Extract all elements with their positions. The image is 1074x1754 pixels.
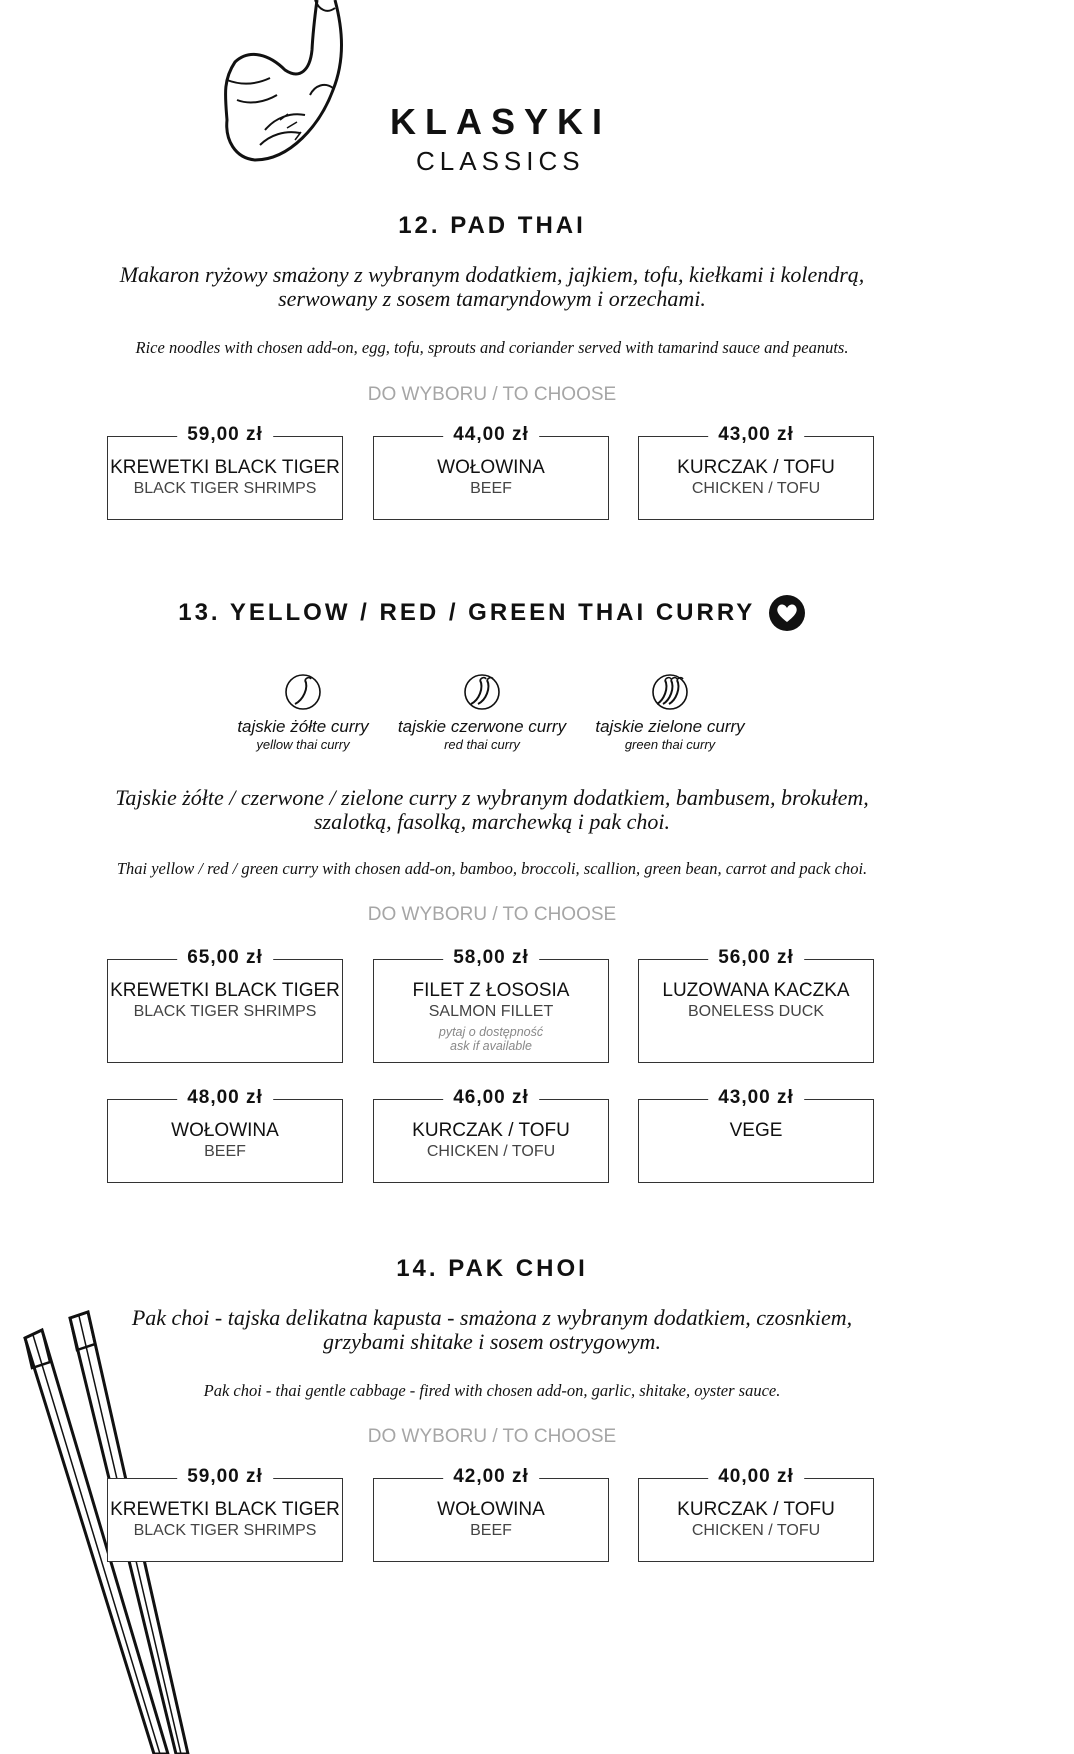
dish-description-pl-line2: grzybami shitake i sosem ostrygowym. xyxy=(323,1329,661,1354)
spice-label-en: red thai curry xyxy=(444,737,520,752)
choose-label: DO WYBORU / TO CHOOSE xyxy=(367,384,617,405)
option-name-pl: WOŁOWINA xyxy=(437,457,545,478)
option-card xyxy=(373,1466,609,1562)
shrimp-illustration xyxy=(215,0,375,170)
availability-note-en: ask if available xyxy=(450,1039,532,1053)
option-card xyxy=(107,1466,343,1562)
option-price: 65,00 zł xyxy=(177,945,273,971)
option-card xyxy=(638,424,874,520)
option-card xyxy=(373,424,609,520)
option-card xyxy=(107,424,343,520)
dish-title-row xyxy=(0,594,984,632)
spice-label-en: yellow thai curry xyxy=(256,737,350,752)
option-name-en: BLACK TIGER SHRIMPS xyxy=(133,480,317,497)
dish-description-pl-line1: Pak choi - tajska delikatna kapusta - smażona z wybranym dodatkiem, czosnkiem, xyxy=(131,1305,853,1330)
option-price: 42,00 zł xyxy=(443,1464,539,1490)
option-name-pl: VEGE xyxy=(729,1120,783,1141)
option-name-en: CHICKEN / TOFU xyxy=(691,480,821,497)
option-name-en: BLACK TIGER SHRIMPS xyxy=(133,1522,317,1539)
dish-description-en: Thai yellow / red / green curry with chosen add-on, bamboo, broccoli, scallion, green bean, carrot and pack choi. xyxy=(116,859,868,878)
option-name-pl: LUZOWANA KACZKA xyxy=(662,980,850,1001)
option-name-pl: KREWETKI BLACK TIGER xyxy=(110,1499,340,1520)
dish-title-pad-thai: 12. PAD THAI xyxy=(398,212,586,239)
option-card xyxy=(638,1087,874,1183)
option-price: 44,00 zł xyxy=(443,422,539,448)
dish-description-en: Pak choi - thai gentle cabbage - fired with chosen add-on, garlic, shitake, oyster sauce. xyxy=(203,1381,781,1400)
spice-level-green xyxy=(585,672,755,753)
dish-title-thai-curry: 13. YELLOW / RED / GREEN THAI CURRY xyxy=(178,599,756,626)
option-name-pl: KREWETKI BLACK TIGER xyxy=(110,457,340,478)
option-card xyxy=(638,947,874,1063)
spice-label-pl: tajskie zielone curry xyxy=(595,717,745,736)
option-name-en: BEEF xyxy=(470,1522,512,1539)
two-chili-icon xyxy=(462,672,502,712)
option-name-en: BONELESS DUCK xyxy=(687,1003,825,1020)
option-card xyxy=(107,947,343,1063)
option-card xyxy=(373,947,609,1063)
option-price: 43,00 zł xyxy=(708,422,804,448)
three-chili-icon xyxy=(650,672,690,712)
option-price: 46,00 zł xyxy=(443,1085,539,1111)
option-name-en: BEEF xyxy=(204,1143,246,1160)
option-card xyxy=(373,1087,609,1183)
option-name-en: CHICKEN / TOFU xyxy=(691,1522,821,1539)
option-price: 48,00 zł xyxy=(177,1085,273,1111)
option-name-en: SALMON FILLET xyxy=(428,1003,554,1020)
option-price: 59,00 zł xyxy=(177,1464,273,1490)
spice-label-en: green thai curry xyxy=(624,737,716,752)
dish-description-pl-line2: szalotką, fasolką, marchewką i pak choi. xyxy=(313,809,671,834)
option-card xyxy=(638,1466,874,1562)
dish-title-pak-choi: 14. PAK CHOI xyxy=(396,1255,588,1282)
option-price: 40,00 zł xyxy=(708,1464,804,1490)
option-price: 59,00 zł xyxy=(177,422,273,448)
option-name-pl: KURCZAK / TOFU xyxy=(677,457,835,478)
dish-description-pl-line1: Tajskie żółte / czerwone / zielone curry z wybranym dodatkiem, bambusem, brokułem, xyxy=(115,785,869,810)
spice-level-yellow xyxy=(218,672,388,753)
option-card xyxy=(107,1087,343,1183)
dish-description-pl-line2: serwowany z sosem tamaryndowym i orzechami. xyxy=(278,286,706,311)
spice-label-pl: tajskie czerwone curry xyxy=(397,717,567,736)
section-group-subtitle: CLASSICS xyxy=(416,146,585,176)
spice-level-red xyxy=(397,672,567,753)
spice-label-pl: tajskie żółte curry xyxy=(237,717,369,736)
dish-description-pl-line1: Makaron ryżowy smażony z wybranym dodatkiem, jajkiem, tofu, kiełkami i kolendrą, xyxy=(119,262,865,287)
choose-label: DO WYBORU / TO CHOOSE xyxy=(367,1426,617,1447)
option-name-pl: FILET Z ŁOSOSIA xyxy=(412,980,570,1001)
option-price: 58,00 zł xyxy=(443,945,539,971)
heart-icon xyxy=(768,594,806,632)
option-name-en: BLACK TIGER SHRIMPS xyxy=(133,1003,317,1020)
option-name-en: BEEF xyxy=(470,480,512,497)
dish-description-en: Rice noodles with chosen add-on, egg, tofu, sprouts and coriander served with tamarind sauce and peanuts. xyxy=(135,338,849,357)
availability-note-pl: pytaj o dostępność xyxy=(438,1025,544,1039)
option-name-pl: KURCZAK / TOFU xyxy=(412,1120,570,1141)
section-group-title: KLASYKI xyxy=(390,101,612,142)
option-name-pl: KURCZAK / TOFU xyxy=(677,1499,835,1520)
option-name-pl: WOŁOWINA xyxy=(171,1120,279,1141)
option-name-en: CHICKEN / TOFU xyxy=(426,1143,556,1160)
option-price: 43,00 zł xyxy=(708,1085,804,1111)
choose-label: DO WYBORU / TO CHOOSE xyxy=(367,904,617,925)
one-chili-icon xyxy=(283,672,323,712)
option-name-pl: KREWETKI BLACK TIGER xyxy=(110,980,340,1001)
option-price: 56,00 zł xyxy=(708,945,804,971)
option-name-pl: WOŁOWINA xyxy=(437,1499,545,1520)
